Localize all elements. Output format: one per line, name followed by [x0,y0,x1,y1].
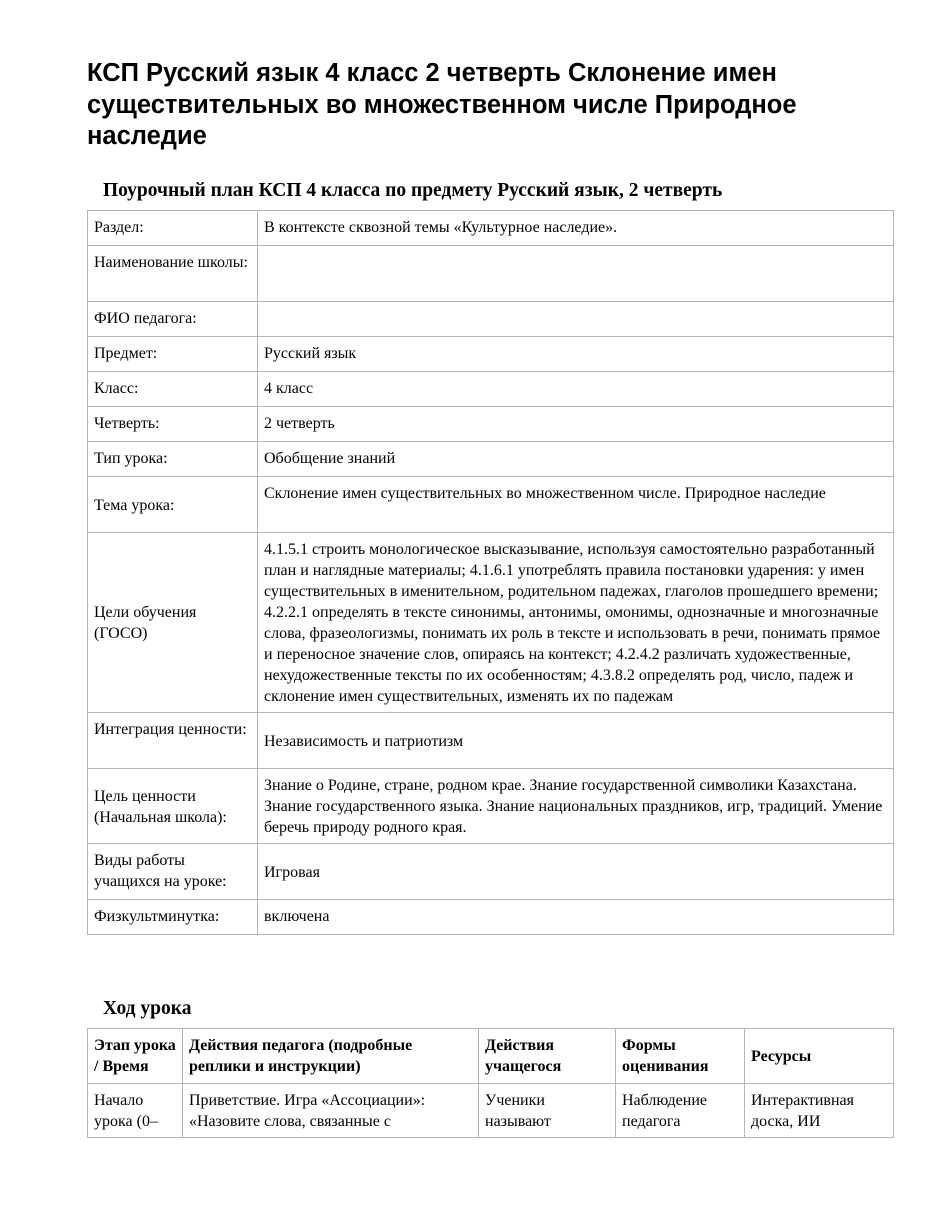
info-label: ФИО педагога: [88,302,258,337]
info-value: Русский язык [258,337,894,372]
info-row-value-goal [88,769,894,844]
column-header-teacher-actions: Действия педагога (подробные реплики и инструкции) [183,1029,479,1084]
document-title: КСП Русский язык 4 класс 2 четверть Склонение имен существительных во множественном числе Природное наследие [87,59,797,150]
info-row-grade [88,372,894,407]
cell-teacher-actions: Приветствие. Игра «Ассоциации»: «Назовите слова, связанные с [183,1084,479,1138]
info-label: Цели обучения (ГОСО) [88,533,258,713]
info-row-quarter [88,407,894,442]
lesson-flow-heading: Ход урока [103,998,192,1019]
cell-resources: Интерактивная доска, ИИ [745,1084,894,1138]
info-row-work-types [88,844,894,900]
info-label: Четверть: [88,407,258,442]
cell-student-actions: Ученики называют [479,1084,616,1138]
info-row-physical-break [88,900,894,935]
info-value: 4.1.5.1 строить монологическое высказывание, используя самостоятельно разработанный план и наглядные материалы; 4.1.6.1 употреблять правила постановки ударения: у имен существительных в именительном, родительном падежах, глаголов прошедшего времени; 4.2.2.1 определять в тексте синонимы, антонимы, омонимы, однозначные и многозначные слова, фразеологизмы, понимать их роль в тексте и использовать в речи, понимать прямое и переносное значение слов, опираясь на контекст; 4.2.4.2 различать художественные, нехудожественные тексты по их особенностям; 4.3.8.2 определять род, число, падеж и склонение имен существительных, изменять их по падежам [258,533,894,713]
info-row-lesson-type [88,442,894,477]
info-value: 2 четверть [258,407,894,442]
info-label: Раздел: [88,211,258,246]
info-row-learning-goals [88,533,894,713]
info-value: 4 класс [258,372,894,407]
table-row [88,1084,894,1138]
info-row-section [88,211,894,246]
info-value: Игровая [258,844,894,900]
info-label: Предмет: [88,337,258,372]
column-header-stage: Этап урока / Время [88,1029,183,1084]
info-row-school [88,246,894,302]
info-value: включена [258,900,894,935]
info-value [258,246,894,302]
info-label: Виды работы учащихся на уроке: [88,844,258,900]
info-row-values [88,713,894,769]
info-label: Интеграция ценности: [88,713,258,769]
column-header-student-actions: Действия учащегося [479,1029,616,1084]
column-header-assessment: Формы оценивания [616,1029,745,1084]
lesson-flow-header-row [88,1029,894,1084]
info-value: Склонение имен существительных во множественном числе. Природное наследие [258,477,894,533]
cell-assessment: Наблюдение педагога [616,1084,745,1138]
info-row-topic [88,477,894,533]
info-row-teacher [88,302,894,337]
info-value [258,302,894,337]
info-row-subject [88,337,894,372]
info-label: Тип урока: [88,442,258,477]
info-value: Независимость и патриотизм [258,713,894,769]
info-label: Класс: [88,372,258,407]
lesson-flow-table [87,1028,894,1138]
info-value: Знание о Родине, стране, родном крае. Знание государственной символики Казахстана. Знание государственного языка. Знание национальных праздников, игр, традиций. Умение беречь природу родного края. [258,769,894,844]
info-value: Обобщение знаний [258,442,894,477]
info-label: Тема урока: [88,477,258,533]
info-label: Цель ценности (Начальная школа): [88,769,258,844]
info-value: В контексте сквозной темы «Культурное наследие». [258,211,894,246]
plan-heading: Поурочный план КСП 4 класса по предмету Русский язык, 2 четверть [103,180,723,201]
cell-stage: Начало урока (0– [88,1084,183,1138]
column-header-resources: Ресурсы [745,1029,894,1084]
info-label: Физкультминутка: [88,900,258,935]
lesson-info-table [87,210,894,935]
info-label: Наименование школы: [88,246,258,302]
